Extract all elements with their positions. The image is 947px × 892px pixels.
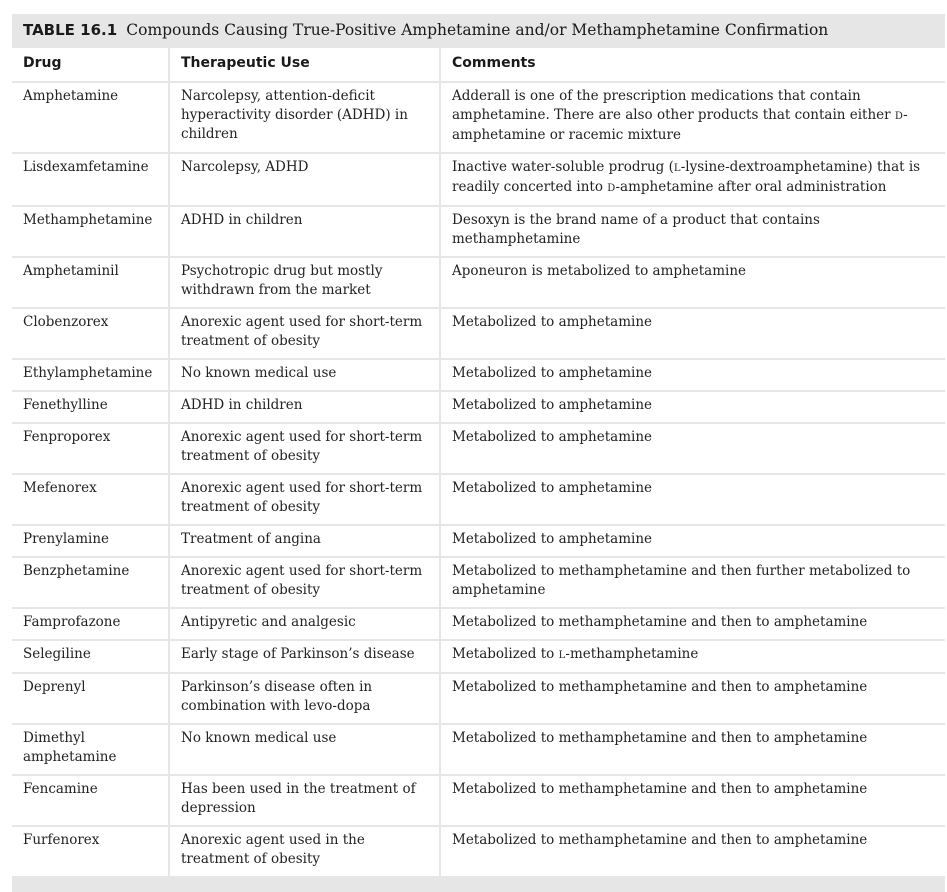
- comment-text: Inactive water-soluble prodrug (: [452, 159, 674, 175]
- column-header-comments: Comments: [441, 48, 945, 83]
- drug-cell: Selegiline: [12, 641, 170, 674]
- drug-cell: Amphetaminil: [12, 258, 170, 309]
- table-body: [12, 83, 945, 878]
- drug-cell: Lisdexamfetamine: [12, 154, 170, 207]
- comment-text: Adderall is one of the prescription medications that contain amphetamine. There are also other products that contain either: [452, 88, 895, 123]
- comment-text: Metabolized to methamphetamine and then to amphetamine: [452, 781, 868, 797]
- drug-cell: Furfenorex: [12, 827, 170, 878]
- comments-cell: [441, 258, 945, 309]
- table-row: [12, 558, 945, 609]
- drug-cell: Mefenorex: [12, 475, 170, 526]
- therapeutic-use-cell: Anorexic agent used for short-term treatment of obesity: [170, 558, 441, 609]
- table-row: [12, 309, 945, 360]
- comments-cell: [441, 207, 945, 258]
- table-row: [12, 360, 945, 392]
- drug-cell: Fenproporex: [12, 424, 170, 475]
- table-row: [12, 674, 945, 725]
- drug-cell: Fencamine: [12, 776, 170, 827]
- isomer-prefix: L: [673, 163, 681, 174]
- comments-cell: [441, 392, 945, 424]
- comments-cell: [441, 475, 945, 526]
- comment-text: Aponeuron is metabolized to amphetamine: [452, 263, 747, 279]
- comments-cell: [441, 83, 945, 154]
- drug-cell: Deprenyl: [12, 674, 170, 725]
- comment-text: Metabolized to methamphetamine and then to amphetamine: [452, 614, 868, 630]
- drug-cell: Amphetamine: [12, 83, 170, 154]
- drug-cell: Famprofazone: [12, 609, 170, 641]
- comments-cell: [441, 725, 945, 776]
- comment-text: -amphetamine or racemic mixture: [452, 107, 908, 143]
- therapeutic-use-cell: Early stage of Parkinson’s disease: [170, 641, 441, 674]
- drug-cell: Dimethyl amphetamine: [12, 725, 170, 776]
- table-row: [12, 526, 945, 558]
- comments-cell: [441, 360, 945, 392]
- comment-text: Metabolized to methamphetamine and then to amphetamine: [452, 679, 868, 695]
- isomer-prefix: D: [894, 111, 904, 122]
- drug-cell: Clobenzorex: [12, 309, 170, 360]
- therapeutic-use-cell: ADHD in children: [170, 207, 441, 258]
- comment-text: Metabolized to amphetamine: [452, 531, 653, 547]
- therapeutic-use-cell: Antipyretic and analgesic: [170, 609, 441, 641]
- therapeutic-use-cell: Anorexic agent used for short-term treatment of obesity: [170, 424, 441, 475]
- therapeutic-use-cell: Parkinson’s disease often in combination with levo-dopa: [170, 674, 441, 725]
- comment-text: Metabolized to methamphetamine and then further metabolized to amphetamine: [452, 563, 911, 598]
- table-row: [12, 83, 945, 154]
- comment-text: Metabolized to amphetamine: [452, 314, 653, 330]
- table-label: TABLE 16.1: [23, 21, 118, 39]
- drug-cell: Fenethylline: [12, 392, 170, 424]
- header-row: [12, 48, 945, 83]
- comments-cell: [441, 609, 945, 641]
- drug-cell: Benzphetamine: [12, 558, 170, 609]
- table-row: [12, 475, 945, 526]
- comments-cell: [441, 641, 945, 674]
- table-row: [12, 641, 945, 674]
- comment-text: -amphetamine after oral administration: [615, 179, 887, 195]
- table-row: [12, 392, 945, 424]
- comments-cell: [441, 827, 945, 878]
- drug-cell: Ethylamphetamine: [12, 360, 170, 392]
- table-title: Compounds Causing True-Positive Amphetamine and/or Methamphetamine Confirmation: [126, 21, 829, 39]
- comment-text: Metabolized to methamphetamine and then to amphetamine: [452, 730, 868, 746]
- comment-text: -methamphetamine: [565, 646, 699, 662]
- comments-cell: [441, 776, 945, 827]
- comments-cell: [441, 424, 945, 475]
- comment-text: Metabolized to amphetamine: [452, 480, 653, 496]
- comments-cell: [441, 154, 945, 207]
- isomer-prefix: L: [558, 650, 566, 661]
- isomer-prefix: D: [607, 183, 616, 194]
- comment-text: Metabolized to amphetamine: [452, 429, 653, 445]
- comment-text: Desoxyn is the brand name of a product that contains methamphetamine: [452, 212, 820, 247]
- table-row: [12, 258, 945, 309]
- column-header-therapeutic-use: Therapeutic Use: [170, 48, 441, 83]
- therapeutic-use-cell: Psychotropic drug but mostly withdrawn from the market: [170, 258, 441, 309]
- comments-cell: [441, 558, 945, 609]
- therapeutic-use-cell: ADHD in children: [170, 392, 441, 424]
- drug-cell: Prenylamine: [12, 526, 170, 558]
- comment-text: Metabolized to methamphetamine and then to amphetamine: [452, 832, 868, 848]
- therapeutic-use-cell: No known medical use: [170, 360, 441, 392]
- comment-text: -lysine-dextroamphetamine) that is readily concerted into: [452, 159, 921, 195]
- therapeutic-use-cell: Treatment of angina: [170, 526, 441, 558]
- compounds-table: [12, 48, 945, 878]
- table-row: [12, 827, 945, 878]
- comments-cell: [441, 674, 945, 725]
- table-container: [12, 14, 945, 892]
- therapeutic-use-cell: Narcolepsy, ADHD: [170, 154, 441, 207]
- therapeutic-use-cell: Anorexic agent used for short-term treatment of obesity: [170, 309, 441, 360]
- therapeutic-use-cell: Anorexic agent used for short-term treatment of obesity: [170, 475, 441, 526]
- table-row: [12, 725, 945, 776]
- drug-cell: Methamphetamine: [12, 207, 170, 258]
- table-row: [12, 776, 945, 827]
- comment-text: Metabolized to amphetamine: [452, 365, 653, 381]
- comments-cell: [441, 526, 945, 558]
- table-row: [12, 207, 945, 258]
- table-row: [12, 609, 945, 641]
- therapeutic-use-cell: Has been used in the treatment of depression: [170, 776, 441, 827]
- table-row: [12, 154, 945, 207]
- comments-cell: [441, 309, 945, 360]
- comment-text: Metabolized to amphetamine: [452, 397, 653, 413]
- column-header-drug: Drug: [12, 48, 170, 83]
- therapeutic-use-cell: Anorexic agent used in the treatment of obesity: [170, 827, 441, 878]
- table-caption: [12, 14, 945, 45]
- table-row: [12, 424, 945, 475]
- comment-text: Metabolized to: [452, 646, 559, 662]
- therapeutic-use-cell: Narcolepsy, attention-deficit hyperactivity disorder (ADHD) in children: [170, 83, 441, 154]
- therapeutic-use-cell: No known medical use: [170, 725, 441, 776]
